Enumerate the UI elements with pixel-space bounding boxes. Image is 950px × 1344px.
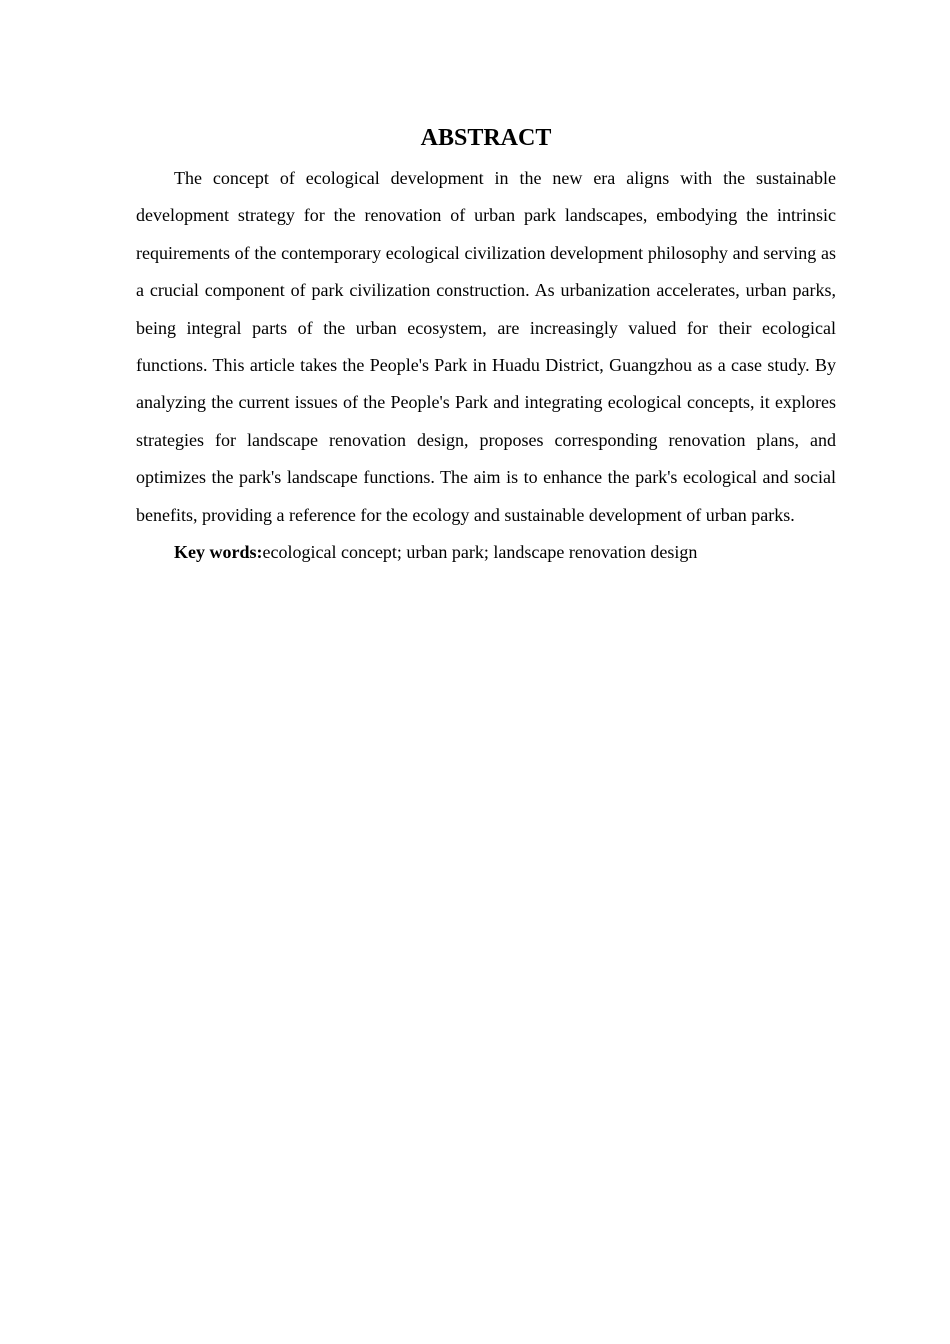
page-title: ABSTRACT xyxy=(420,125,552,151)
abstract-paragraph: The concept of ecological development in the new era aligns with the sustainable development strategy for the renovation of urban park landscapes, embodying the intrinsic requirements of the contemporary ecological civilization development philosophy and serving as a crucial component of park civilization construction. As urbanization accelerates, urban parks, being integral parts of the urban ecosystem, are increasingly valued for their ecological functions. This article takes the People's Park in Huadu District, Guangzhou as a case study. By analyzing the current issues of the People's Park and integrating ecological concepts, it explores strategies for landscape renovation design, proposes corresponding renovation plans, and optimizes the park's landscape functions. The aim is to enhance the park's ecological and social benefits, providing a reference for the ecology and sustainable development of urban parks. xyxy=(136,168,836,525)
keywords-label: Key words: xyxy=(174,542,263,563)
abstract-section xyxy=(136,120,836,570)
keywords-text: ecological concept; urban park; landscape renovation design xyxy=(262,542,698,563)
keywords-line xyxy=(136,534,836,570)
